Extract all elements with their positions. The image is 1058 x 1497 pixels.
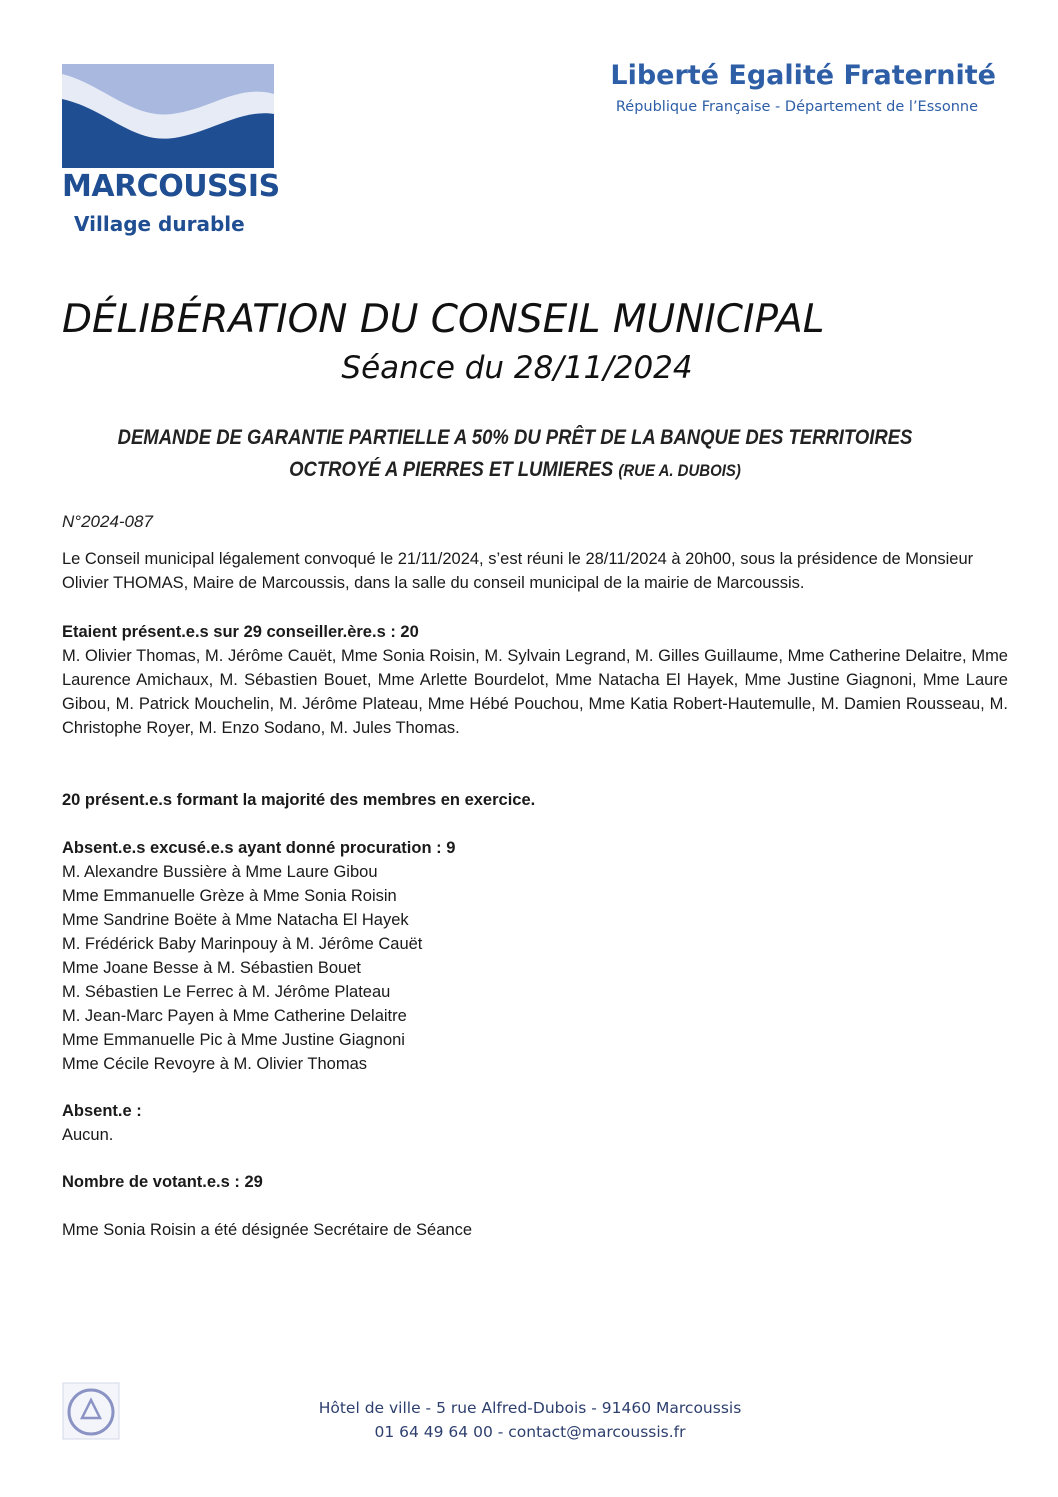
- list-item: Mme Emmanuelle Pic à Mme Justine Giagnoni: [62, 1031, 405, 1049]
- logo-tagline: Village durable: [74, 212, 245, 236]
- page-title: DÉLIBÉRATION DU CONSEIL MUNICIPAL: [62, 297, 825, 342]
- absent-value: Aucun.: [62, 1126, 114, 1144]
- subject-line-2-note: (RUE A. DUBOIS): [618, 461, 741, 480]
- present-heading: Etaient présent.e.s sur 29 conseiller.ère.s : 20: [62, 623, 419, 641]
- present-names: M. Olivier Thomas, M. Jérôme Cauët, Mme Sonia Roisin, M. Sylvain Legrand, M. Gilles Guillaume, Mme Catherine Delaitre, Mme Laurence Amichaux, M. Sébastien Bouet, Mme Arlette Bourdelot, Mme Natacha El Hayek, Mme Justine Giagnoni, Mme Laure Gibou, M. Patrick Mouchelin, M. Jérôme Plateau, Mme Hébé Pouchou, Mme Katia Robert-Hautemulle, M. Damien Rousseau, M. Christophe Royer, M. Enzo Sodano, M. Jules Thomas.: [62, 647, 1008, 737]
- session-date: Séance du 28/11/2024: [341, 350, 693, 386]
- republic-subtitle: République Française - Département de l’Essonne: [615, 99, 978, 115]
- subject-line-2: [97, 454, 933, 487]
- secretary-statement: Mme Sonia Roisin a été désignée Secrétaire de Séance: [62, 1221, 472, 1239]
- voters-count: Nombre de votant.e.s : 29: [62, 1173, 263, 1191]
- logo-name: MARCOUSSIS: [62, 169, 280, 204]
- list-item: Mme Joane Besse à M. Sébastien Bouet: [62, 959, 361, 977]
- quorum-statement: 20 présent.e.s formant la majorité des membres en exercice.: [62, 791, 536, 809]
- list-item: Mme Cécile Revoyre à M. Olivier Thomas: [62, 1055, 368, 1073]
- marcoussis-logo-icon: [62, 64, 274, 168]
- list-item: Mme Emmanuelle Grèze à Mme Sonia Roisin: [62, 887, 397, 905]
- recycled-paper-icon: [62, 1382, 120, 1440]
- list-item: M. Frédérick Baby Marinpouy à M. Jérôme Cauët: [62, 935, 423, 953]
- proxies-heading: Absent.e.s excusé.e.s ayant donné procuration : 9: [62, 839, 456, 857]
- marcoussis-logo: [62, 64, 280, 240]
- subject-line-1: DEMANDE DE GARANTIE PARTIELLE A 50% DU PRÊT DE LA BANQUE DES TERRITOIRES: [117, 426, 913, 449]
- proxies-list: [62, 860, 1008, 1076]
- list-item: Mme Sandrine Boëte à Mme Natacha El Hayek: [62, 911, 409, 929]
- intro-paragraph: Le Conseil municipal légalement convoqué le 21/11/2024, s’est réuni le 28/11/2024 à 20h00, sous la présidence de Monsieur Olivier THOMAS, Maire de Marcoussis, dans la salle du conseil municipal de la mairie de Marcoussis.: [62, 550, 974, 592]
- deliberation-subject: [97, 422, 933, 487]
- deliberation-number: N°2024-087: [62, 512, 153, 531]
- republic-motto: Liberté Egalité Fraternité: [610, 60, 996, 91]
- subject-line-2-main: OCTROYÉ A PIERRES ET LUMIERES: [289, 458, 614, 481]
- footer-address: Hôtel de ville - 5 rue Alfred-Dubois - 91460 Marcoussis: [318, 1399, 742, 1417]
- list-item: M. Sébastien Le Ferrec à M. Jérôme Plateau: [62, 983, 391, 1001]
- list-item: M. Alexandre Bussière à Mme Laure Gibou: [62, 863, 378, 881]
- footer-contact: 01 64 49 64 00 - contact@marcoussis.fr: [374, 1423, 686, 1441]
- list-item: M. Jean-Marc Payen à Mme Catherine Delaitre: [62, 1007, 407, 1025]
- absent-heading: Absent.e :: [62, 1102, 142, 1120]
